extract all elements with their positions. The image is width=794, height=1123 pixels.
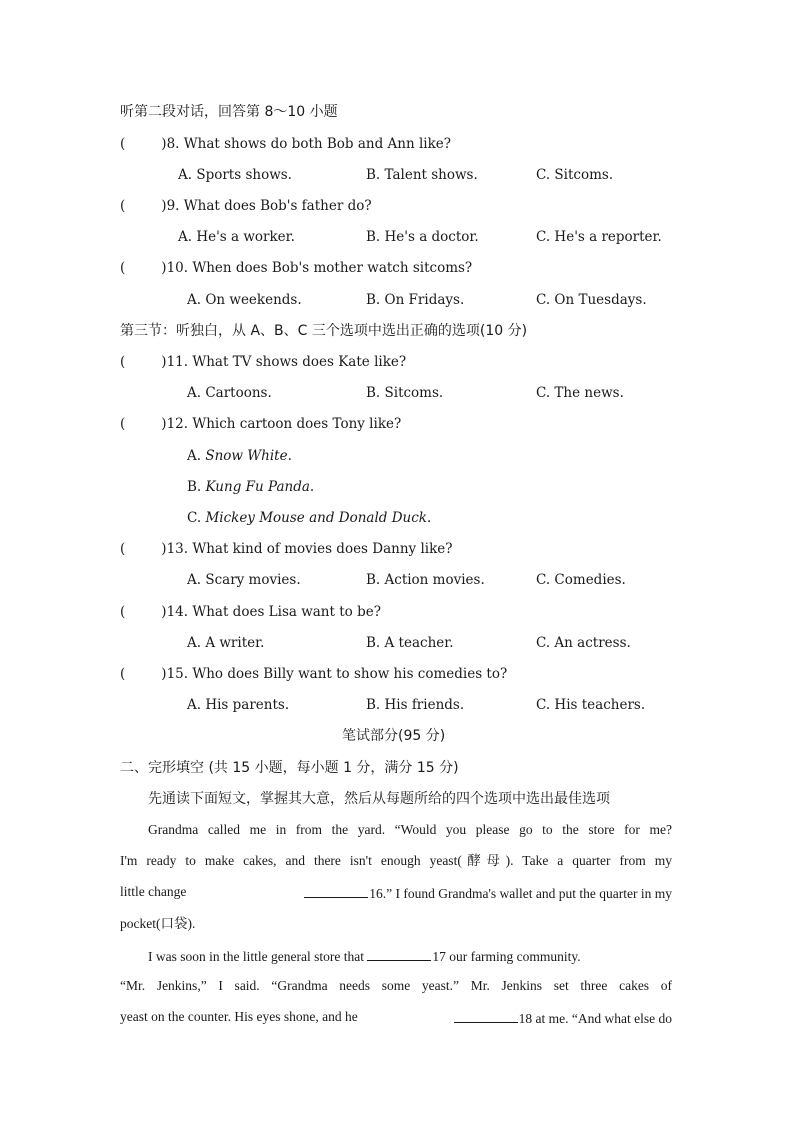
written-section-title: 笔试部分(95 分) bbox=[342, 728, 446, 744]
passage-line: yeast on the counter. His eyes shone, and he 18 at me. “And what else do bbox=[120, 1009, 672, 1026]
answer-paren-open: ( bbox=[120, 354, 126, 370]
answer-paren-close: ) bbox=[161, 260, 167, 276]
answer-paren-close: ) bbox=[161, 136, 167, 152]
option-b: B. His friends. bbox=[366, 697, 465, 713]
question-11 bbox=[120, 353, 406, 371]
blank-16[interactable] bbox=[304, 883, 368, 898]
question-number: 13. bbox=[166, 541, 189, 557]
option-c: C. His teachers. bbox=[536, 697, 646, 713]
answer-paren-open: ( bbox=[120, 416, 126, 432]
answer-paren-open: ( bbox=[120, 136, 126, 152]
blank-18[interactable] bbox=[454, 1008, 518, 1023]
question-13 bbox=[120, 540, 453, 558]
question-text: When does Bob's mother watch sitcoms? bbox=[192, 260, 473, 276]
question-10 bbox=[120, 259, 472, 277]
option-b: B. He's a doctor. bbox=[366, 229, 479, 245]
answer-paren-close: ) bbox=[161, 541, 167, 557]
question-number: 14. bbox=[166, 604, 189, 620]
option-a: A. Snow White. bbox=[187, 448, 292, 464]
question-number: 12. bbox=[166, 416, 189, 432]
option-c: C. The news. bbox=[536, 385, 624, 401]
passage-line: Grandma called me in from the yard. “Would you please go to the store for me? bbox=[148, 822, 672, 837]
answer-paren-open: ( bbox=[120, 666, 126, 682]
option-a: A. Sports shows. bbox=[178, 167, 292, 183]
part-2-title: 二、完形填空 (共 15 小题，每小题 1 分，满分 15 分) bbox=[120, 760, 459, 776]
answer-paren-open: ( bbox=[120, 541, 126, 557]
question-text: Who does Billy want to show his comedies to? bbox=[192, 666, 508, 682]
option-a: A. He's a worker. bbox=[178, 229, 295, 245]
cartoon-title: Mickey Mouse and Donald Duck bbox=[205, 510, 427, 526]
option-c: C. An actress. bbox=[536, 635, 631, 651]
question-text: What kind of movies does Danny like? bbox=[192, 541, 453, 557]
option-b: B. Talent shows. bbox=[366, 167, 478, 183]
answer-paren-open: ( bbox=[120, 260, 126, 276]
answer-paren-open: ( bbox=[120, 604, 126, 620]
option-c: C. Comedies. bbox=[536, 572, 626, 588]
question-8 bbox=[120, 135, 451, 153]
answer-paren-open: ( bbox=[120, 198, 126, 214]
option-c: C. On Tuesdays. bbox=[536, 292, 647, 308]
option-a: A. Scary movies. bbox=[187, 572, 301, 588]
question-number: 15. bbox=[166, 666, 189, 682]
question-9 bbox=[120, 197, 372, 215]
question-number: 10. bbox=[166, 260, 189, 276]
option-a: A. His parents. bbox=[187, 697, 290, 713]
question-number: 11. bbox=[166, 354, 189, 370]
passage-line: “Mr. Jenkins,” I said. “Grandma needs some yeast.” Mr. Jenkins set three cakes of bbox=[120, 978, 672, 993]
cartoon-title: Snow White bbox=[205, 448, 288, 464]
option-a: A. A writer. bbox=[187, 635, 265, 651]
option-b: B. Kung Fu Panda. bbox=[187, 479, 315, 495]
question-text: What does Lisa want to be? bbox=[192, 604, 381, 620]
option-b: B. Action movies. bbox=[366, 572, 485, 588]
option-c: C. Mickey Mouse and Donald Duck. bbox=[187, 510, 432, 526]
option-a: A. Cartoons. bbox=[187, 385, 272, 401]
question-14 bbox=[120, 603, 381, 621]
answer-paren-close: ) bbox=[161, 354, 167, 370]
question-number: 8. bbox=[166, 136, 180, 152]
question-text: Which cartoon does Tony like? bbox=[192, 416, 402, 432]
answer-paren-close: ) bbox=[161, 604, 167, 620]
question-text: What TV shows does Kate like? bbox=[192, 354, 407, 370]
question-number: 9. bbox=[166, 198, 180, 214]
answer-paren-close: ) bbox=[161, 666, 167, 682]
section-2-title: 听第二段对话，回答第 8～10 小题 bbox=[120, 104, 338, 120]
passage-line: pocket(口袋). bbox=[120, 916, 196, 931]
option-b: B. On Fridays. bbox=[366, 292, 465, 308]
instruction-text: 先通读下面短文，掌握其大意，然后从每题所给的四个选项中选出最佳选项 bbox=[148, 791, 610, 807]
question-text: What does Bob's father do? bbox=[183, 198, 372, 214]
answer-paren-close: ) bbox=[161, 198, 167, 214]
section-3-title: 第三节：听独白，从 A、B、C 三个选项中选出正确的选项(10 分) bbox=[120, 323, 528, 339]
passage-line: I was soon in the little general store that 17 our farming community. bbox=[148, 946, 581, 966]
passage-line: little change 16.” I found Grandma's wallet and put the quarter in my bbox=[120, 884, 672, 901]
cartoon-title: Kung Fu Panda bbox=[205, 479, 310, 495]
answer-paren-close: ) bbox=[161, 416, 167, 432]
question-15 bbox=[120, 665, 507, 683]
question-12 bbox=[120, 415, 401, 433]
question-text: What shows do both Bob and Ann like? bbox=[183, 136, 451, 152]
blank-17[interactable] bbox=[367, 946, 431, 961]
option-b: B. Sitcoms. bbox=[366, 385, 444, 401]
option-c: C. He's a reporter. bbox=[536, 229, 662, 245]
option-a: A. On weekends. bbox=[187, 292, 302, 308]
passage-line: I'm ready to make cakes, and there isn't enough yeast(酵母). Take a quarter from my bbox=[120, 853, 672, 868]
option-b: B. A teacher. bbox=[366, 635, 454, 651]
option-c: C. Sitcoms. bbox=[536, 167, 614, 183]
